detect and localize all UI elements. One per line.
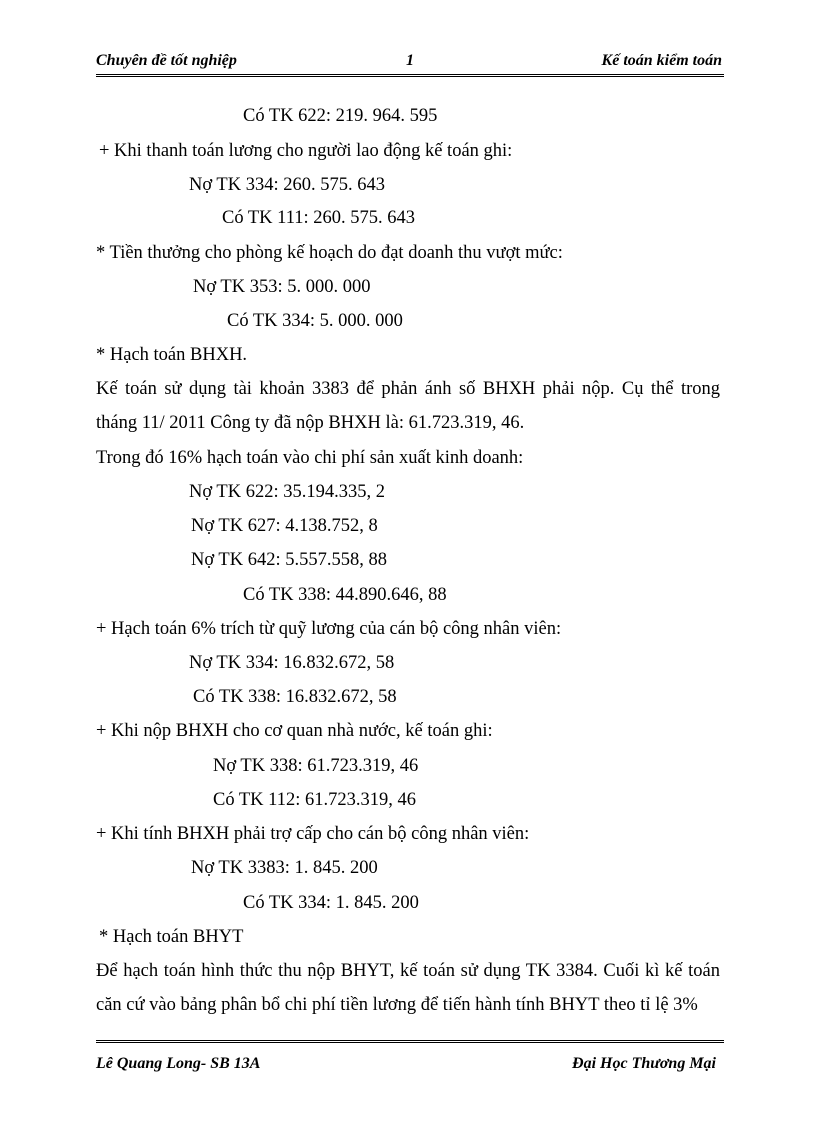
text-line: Có TK 111: 260. 575. 643	[222, 208, 416, 228]
text-line: Có TK 338: 16.832.672, 58	[193, 687, 397, 707]
text-line: tháng 11/ 2011 Công ty đã nộp BHXH là: 61.723.319, 46.	[96, 413, 525, 433]
text-line: Trong đó 16% hạch toán vào chi phí sản xuất kinh doanh:	[96, 448, 524, 468]
text-line: Nợ TK 353: 5. 000. 000	[193, 277, 371, 297]
footer-institution: Đại Học Thương Mại	[572, 1055, 716, 1072]
text-line: Nợ TK 642: 5.557.558, 88	[191, 550, 387, 570]
header-subject: Kế toán kiểm toán	[601, 52, 722, 69]
text-line: Có TK 112: 61.723.319, 46	[213, 790, 416, 810]
text-line: * Hạch toán BHYT	[99, 927, 244, 947]
header-title: Chuyên đề tốt nghiệp	[96, 52, 237, 69]
text-line: + Khi tính BHXH phải trợ cấp cho cán bộ công nhân viên:	[96, 824, 530, 844]
text-line: + Khi thanh toán lương cho người lao động kế toán ghi:	[99, 141, 513, 161]
paragraph-line: Kế toán sử dụng tài khoản 3383 để phản ánh số BHXH phải nộp. Cụ thể trong	[96, 379, 720, 399]
paragraph-line: căn cứ vào bảng phân bổ chi phí tiền lương để tiến hành tính BHYT theo tỉ lệ 3%	[96, 995, 698, 1015]
page-header	[96, 52, 724, 77]
text-line: Có TK 334: 5. 000. 000	[227, 311, 403, 331]
text-line: Có TK 338: 44.890.646, 88	[243, 585, 447, 605]
footer-author: Lê Quang Long- SB 13A	[96, 1055, 261, 1072]
text-line: + Khi nộp BHXH cho cơ quan nhà nước, kế toán ghi:	[96, 721, 493, 741]
text-line: + Hạch toán 6% trích từ quỹ lương của cán bộ công nhân viên:	[96, 619, 562, 639]
text-line: Nợ TK 3383: 1. 845. 200	[191, 858, 378, 878]
text-line: Nợ TK 627: 4.138.752, 8	[191, 516, 378, 536]
text-line: Nợ TK 622: 35.194.335, 2	[189, 482, 385, 502]
text-line: Có TK 622: 219. 964. 595	[243, 106, 438, 126]
text-line: * Hạch toán BHXH.	[96, 345, 248, 365]
page-footer	[96, 1040, 724, 1073]
text-line: Nợ TK 338: 61.723.319, 46	[213, 756, 419, 776]
text-line: Có TK 334: 1. 845. 200	[243, 893, 419, 913]
text-line: Nợ TK 334: 16.832.672, 58	[189, 653, 395, 673]
text-line: Nợ TK 334: 260. 575. 643	[189, 175, 385, 195]
paragraph-line: Để hạch toán hình thức thu nộp BHYT, kế toán sử dụng TK 3384. Cuối kì kế toán	[96, 961, 720, 981]
page-number: 1	[406, 52, 414, 69]
text-line: * Tiền thưởng cho phòng kế hoạch do đạt doanh thu vượt mức:	[96, 243, 563, 263]
